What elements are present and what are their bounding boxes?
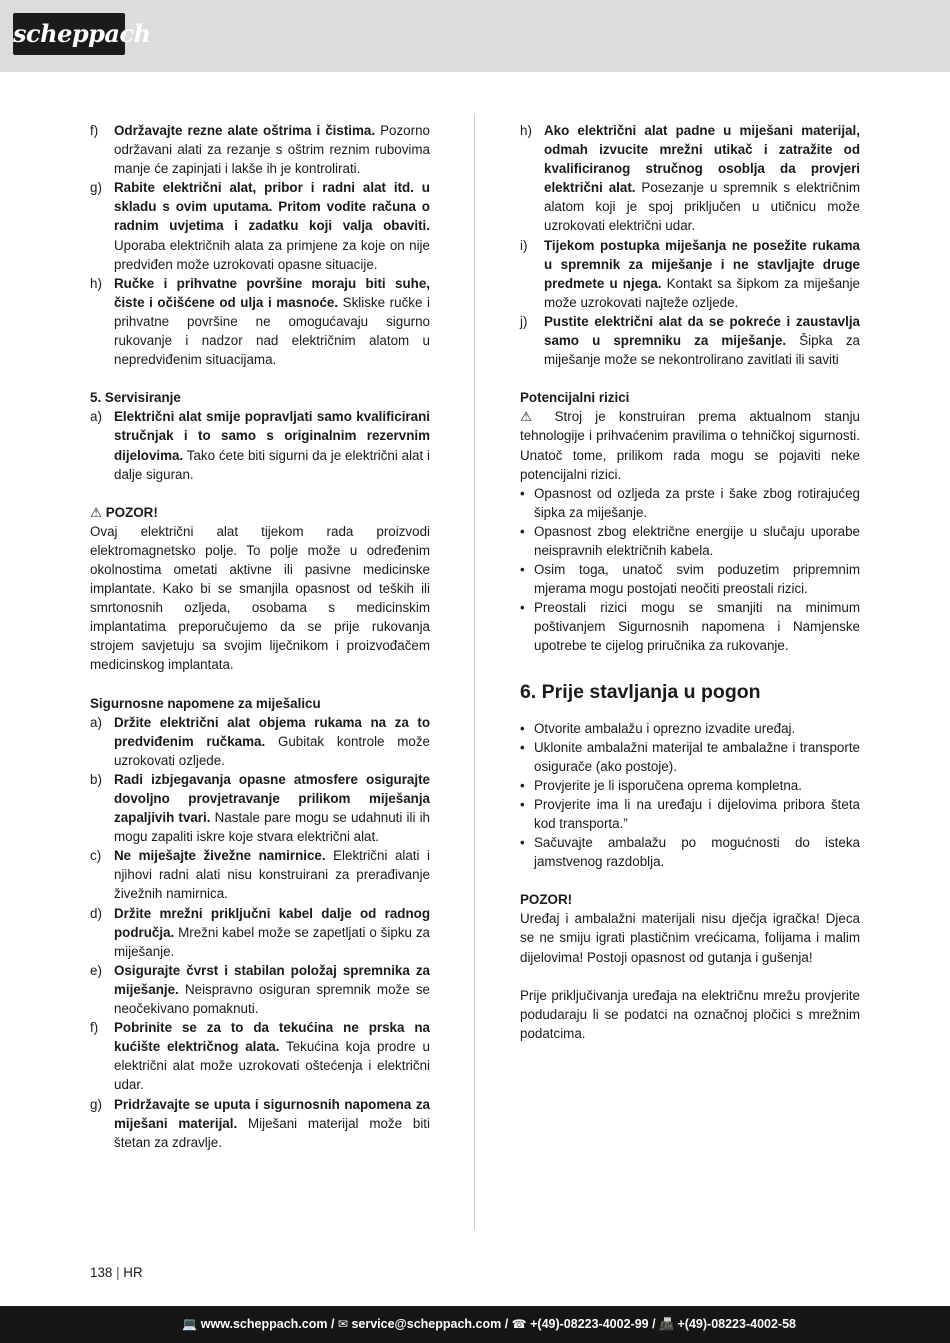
item-bold-text: Rabite električni alat, pribor i radni alat itd. u skladu s ovim uputama. Pritom vodite računa o radnim uvjetima i zadatku koji valja obaviti.: [114, 180, 430, 234]
item-marker: f): [90, 123, 99, 138]
column-divider: [474, 115, 475, 1230]
list-item: [520, 121, 860, 236]
item-marker: h): [90, 275, 102, 291]
list-item: • Preostali rizici mogu se smanjiti na minimum poštivanjem Sigurnosnih napomena i Namjenske upotrebe te cijelog priručnika za rukovanje.: [520, 600, 860, 654]
telephone-icon: ☎: [511, 1317, 527, 1331]
bullet-text: Uklonite ambalažni materijal te ambalažne i transporte osigurače (ako postoje).: [534, 739, 860, 774]
bullet-text: Preostali rizici mogu se smanjiti na minimum poštivanjem Sigurnosnih napomena i Namjenske upotrebe te cijelog priručnika za rukovanje.: [534, 600, 860, 654]
list-item: [520, 236, 860, 312]
item-bold-text: Održavajte rezne alate oštrima i čistima.: [114, 123, 376, 138]
warning-heading: ⚠ POZOR!: [90, 504, 158, 520]
bullet-text: Provjerite je li isporučena oprema kompletna.: [534, 777, 802, 793]
list-item: [90, 770, 430, 846]
warning-text: Uređaj i ambalažni materijali nisu dječja igračka! Djeca se ne smiju igrati plastičnim vrećicama, folijama i malim dijelovima! Postoji opasnost od gutanja i gušenja!: [520, 911, 860, 965]
item-marker: a): [90, 409, 102, 425]
closing-text: Prije priključivanja uređaja na električnu mrežu provjerite podudaraju li se podatci na označnoj pločici s mrežnim podatcima.: [520, 987, 860, 1041]
mixer-safety-list: [90, 713, 430, 1152]
bullet-text: Osim toga, unatoč svim poduzetim pripremnim mjerama mogu postojati neočiti preostali rizici.: [534, 562, 860, 597]
list-item: [90, 1018, 430, 1094]
item-text: Kontakt sa šipkom za miješanje može uzrokovati najteže ozljede.: [544, 275, 861, 310]
item-marker: d): [90, 905, 102, 921]
section-6-heading: 6. Prije stavljanja u pogon: [520, 680, 761, 703]
list-item: [90, 274, 430, 369]
list-item: • Otvorite ambalažu i oprezno izvadite uređaj.: [520, 720, 796, 736]
item-text: Nastale pare mogu se udahnuti ili ih mogu zapaliti iskre koje stvara električni alat.: [114, 810, 430, 845]
general-safety-list: [90, 121, 430, 369]
bullet-text: Sačuvajte ambalažu po mogućnosti do isteka jamstvenog razdoblja.: [534, 835, 860, 870]
item-bold-text: Držite mrežni priključni kabel dalje od radnog područja.: [114, 905, 430, 940]
item-marker: f): [90, 1020, 99, 1036]
item-bold-text: Radi izbjegavanja opasne atmosfere osigurajte dovoljno provjetravanje prilikom miješanja zapaljivih tvari.: [114, 771, 430, 826]
list-item: [90, 178, 430, 273]
footer-bar: [0, 1306, 950, 1343]
list-item: • Osim toga, unatoč svim poduzetim pripremnim mjerama mogu postojati neočiti preostali rizici.: [520, 562, 860, 597]
list-item: • Opasnost od ozljeda za prste i šake zbog rotirajućeg šipka za miješanje.: [520, 485, 860, 520]
item-text: Električni alati i njihovi radni alati nisu konstruirani za prerađivanje živežnih namirnica.: [114, 848, 430, 902]
list-item: [520, 312, 860, 369]
item-bold-text: Ručke i prihvatne površine moraju biti suhe, čiste i očišćene od ulja i masnoće.: [114, 275, 430, 310]
mixer-safety-list-continued: [520, 121, 860, 369]
list-item: • Uklonite ambalažni materijal te ambalažne i transporte osigurače (ako postoje).: [520, 739, 860, 774]
bullet-text: Opasnost zbog električne energije u slučaju uporabe neispravnih električnih kabela.: [534, 523, 860, 558]
page-number-value: 138: [90, 1265, 113, 1280]
item-marker: c): [90, 848, 102, 864]
item-bold-text: Ne miješajte živežne namirnice.: [114, 848, 326, 864]
risks-heading: Potencijalni rizici: [520, 390, 630, 406]
risks-text: ⚠ Stroj je konstruiran prema aktualnom stanju tehnologije i prihvaćenim pravilima o tehničkoj sigurnosti. Unatoč tome, prilikom rada mogu se pojaviti neke potencijalni rizici.: [520, 409, 860, 482]
item-marker: j): [520, 313, 528, 329]
item-text: Pozorno održavani alati za rezanje s oštrim reznim rubovima manje će zapinjati i lakše ih je kontrolirati.: [114, 123, 430, 177]
item-bold-text: Držite električni alat objema rukama na za to predviđenim ručkama.: [114, 714, 430, 749]
bullet-text: Provjerite ima li na uređaju i dijelovima pribora šteta kod transporta.”: [534, 796, 860, 831]
list-item: • Provjerite ima li na uređaju i dijelovima pribora šteta kod transporta.”: [520, 796, 860, 831]
item-marker: g): [90, 1096, 102, 1112]
bullet-text: Otvorite ambalažu i oprezno izvadite uređaj.: [534, 720, 796, 736]
computer-icon: 💻: [182, 1317, 198, 1331]
service-heading: 5. Servisiranje: [90, 390, 181, 406]
header-band: [0, 0, 950, 72]
list-item: • Provjerite je li isporučena oprema kompletna.: [520, 777, 802, 793]
footer-website-link[interactable]: www.scheppach.com: [200, 1317, 328, 1331]
item-bold-text: Osigurajte čvrst i stabilan položaj spremnika za miješanje.: [114, 962, 430, 997]
footer-separator: /: [652, 1317, 656, 1331]
item-marker: g): [90, 180, 102, 196]
item-text: Tekućina koja prodre u električni alat može uzrokovati oštećenja i električni udar.: [114, 1039, 430, 1093]
list-item: [90, 121, 430, 178]
item-text: Tako ćete biti sigurni da je električni alat i dalje siguran.: [114, 447, 430, 482]
item-bold-text: Pustite električni alat da se pokreće i zaustavlja samo u spremniku za miješanje.: [544, 313, 860, 349]
list-item: [90, 904, 430, 961]
item-text: Uporaba električnih alata za primjene za koje on nije predviđen može uzrokovati opasne situacije.: [114, 237, 430, 272]
mixer-safety-heading: Sigurnosne napomene za miješalicu: [90, 695, 321, 711]
item-text: Neispravno osiguran spremnik može se neočekivano pomaknuti.: [114, 981, 430, 1017]
fax-icon: 📠: [659, 1317, 675, 1331]
list-item: • Sačuvajte ambalažu po mogućnosti do isteka jamstvenog razdoblja.: [520, 835, 860, 870]
item-marker: i): [520, 237, 528, 253]
bullet-text: Opasnost od ozljeda za prste i šake zbog rotirajućeg šipka za miješanje.: [534, 485, 860, 520]
footer-separator: /: [330, 1317, 335, 1331]
footer-fax: +(49)-08223-4002-58: [677, 1317, 796, 1331]
footer-separator: /: [504, 1317, 509, 1331]
item-marker: e): [90, 962, 102, 978]
item-marker: a): [90, 714, 102, 730]
envelope-icon: ✉: [337, 1317, 348, 1331]
item-bold-text: Pobrinite se za to da tekućina ne prska na kućište električnog alata.: [114, 1020, 430, 1055]
item-text: Gubitak kontrole može uzrokovati ozljede.: [114, 733, 430, 768]
list-item: [90, 407, 430, 483]
item-text: Posezanje u spremnik s električnim alatom koji je spoj priključen u utičnicu može uzrokovati električni udar.: [544, 180, 860, 234]
item-bold-text: Tijekom postupka miješanja ne posežite rukama u spremnik za miješanje i ne stavljajte druge predmete u njega.: [544, 237, 860, 291]
footer-email-link[interactable]: service@scheppach.com: [351, 1317, 502, 1331]
footer-phone: +(49)-08223-4002-99: [530, 1317, 649, 1331]
list-item: [90, 846, 430, 903]
page-number: 138 | HR: [90, 1265, 143, 1280]
section-6-list: [520, 719, 860, 872]
list-item: • Opasnost zbog električne energije u slučaju uporabe neispravnih električnih kabela.: [520, 523, 860, 558]
right-column: [520, 121, 860, 1043]
list-item: [90, 961, 430, 1018]
warning-text: Ovaj električni alat tijekom rada proizvodi elektromagnetsko polje. To polje može u određenim okolnostima ometati aktivne ili pasivne medicinske implantate. Kako bi se smanjila opasnost od teških ili smrtonosnih ozljeda, osobama s medicinskim implantatima preporučujemo da se prije rukovanja strojem savjetuju sa svojim liječnikom i proizvođačem medicinskog implantata.: [90, 523, 430, 673]
warning-heading: POZOR!: [520, 892, 573, 908]
item-marker: h): [520, 123, 532, 138]
item-marker: b): [90, 771, 102, 787]
item-bold-text: Električni alat smije popravljati samo kvalificirani stručnjak i to samo s originalnim rezervnim dijelovima.: [114, 409, 430, 463]
item-bold-text: Pridržavajte se uputa i sigurnosnih napomena za miješani materijal.: [114, 1096, 430, 1131]
item-text: Skliske ručke i prihvatne površine ne omogućavaju sigurno rukovanje i nadzor nad električnim alatom u nepredviđenim situacijama.: [114, 294, 430, 368]
item-bold-text: Ako električni alat padne u miješani materijal, odmah izvucite mrežni utikač i zatražite od kvalificiranog stručnog osoblja da provjeri električni alat.: [544, 123, 860, 196]
item-text: Šipka za miješanje može se nekontrolirano zavitlati ili saviti: [544, 333, 860, 368]
list-item: [90, 713, 430, 770]
item-text: Miješani materijal može biti štetan za zdravlje.: [114, 1115, 431, 1150]
risks-list: [520, 484, 860, 656]
page-language: HR: [123, 1265, 143, 1280]
item-text: Mrežni kabel može se zapetljati o šipku za miješanje.: [114, 924, 430, 959]
list-item: [90, 1095, 430, 1152]
left-column: [90, 121, 430, 1152]
scheppach-logo: scheppach: [13, 13, 125, 55]
